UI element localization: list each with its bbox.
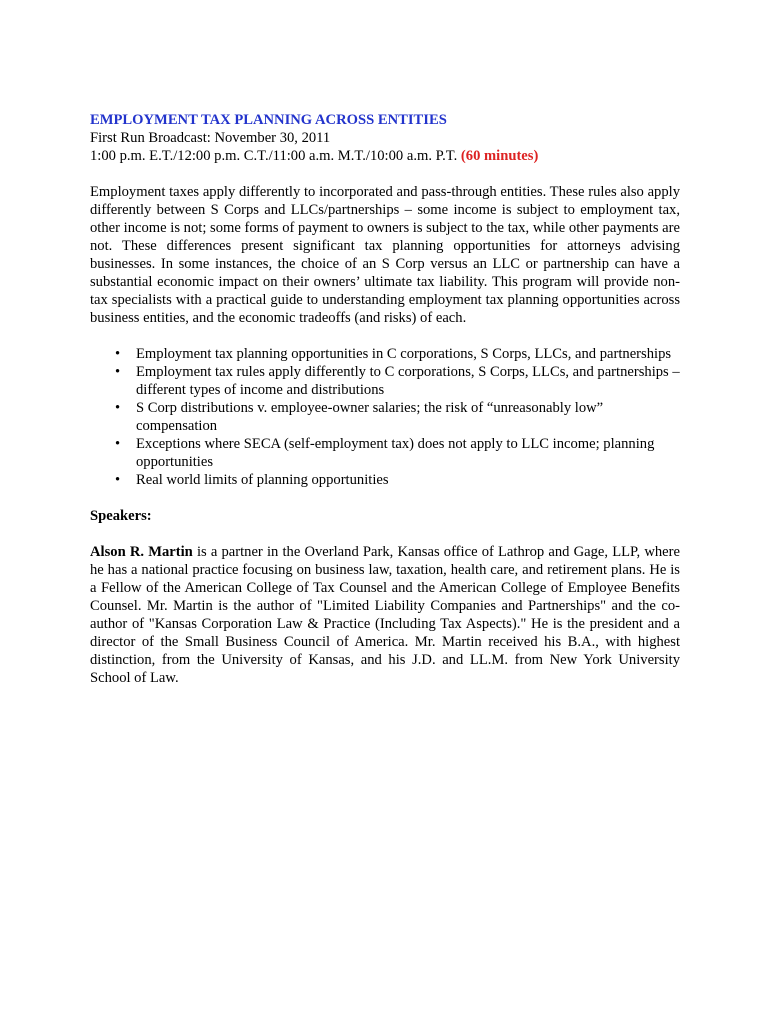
list-item [115,435,680,471]
speaker-bio [90,543,680,687]
list-item [115,363,680,399]
speaker-bio-text: is a partner in the Overland Park, Kansas office of Lathrop and Gage, LLP, where he has a national practice focusing on business law, taxation, health care, and retirement plans. He is a Fellow of the American College of Tax Counsel and the American College of Employee Benefits Counsel. Mr. Martin is the author of "Limited Liability Companies and Partnerships" and the co-author of "Kansas Corporation Law & Practice (Including Tax Aspects)." He is the president and a director of the Small Business Council of America. Mr. Martin received his B.A., with highest distinction, from the University of Kansas, and his J.D. and LL.M. from New York University School of Law. [90,544,680,686]
list-item-text: Real world limits of planning opportunities [136,472,389,488]
bullet-icon: • [115,436,121,452]
broadcast-date: First Run Broadcast: November 30, 2011 [90,130,331,146]
list-item-text: S Corp distributions v. employee-owner salaries; the risk of “unreasonably low” compensation [136,400,604,434]
list-item [115,471,680,489]
bullet-icon: • [115,364,121,380]
duration-label: (60 minutes) [460,148,539,164]
bullet-icon: • [115,472,121,488]
list-item-text: Employment tax rules apply differently to C corporations, S Corps, LLCs, and partnerships – different types of income and distributions [136,364,680,398]
bullet-icon: • [115,400,121,416]
speaker-name: Alson R. Martin [90,544,193,560]
bullet-icon: • [115,346,121,362]
speakers-heading: Speakers: [90,508,152,524]
list-item [115,345,680,363]
broadcast-times [90,147,680,165]
list-item-text: Employment tax planning opportunities in C corporations, S Corps, LLCs, and partnerships [136,346,672,362]
program-description: Employment taxes apply differently to incorporated and pass-through entities. These rules also apply differently between S Corps and LLCs/partnerships – some income is subject to employment tax, other income is not; some forms of payment to owners is subject to the tax, while other payments are not. These differences present significant tax planning opportunities for attorneys advising businesses. In some instances, the choice of an S Corp versus an LLC or partnership can have a substantial economic impact on their owners’ ultimate tax liability. This program will provide non-tax specialists with a practical guide to understanding employment tax planning opportunities across business entities, and the economic tradeoffs (and risks) of each. [90,184,680,326]
list-item-text: Exceptions where SECA (self-employment tax) does not apply to LLC income; planning opportunities [136,436,655,470]
list-item [115,399,680,435]
topic-list [90,345,680,489]
program-title: EMPLOYMENT TAX PLANNING ACROSS ENTITIES [90,112,447,128]
times-text: 1:00 p.m. E.T./12:00 p.m. C.T./11:00 a.m. M.T./10:00 a.m. P.T. [90,148,461,164]
